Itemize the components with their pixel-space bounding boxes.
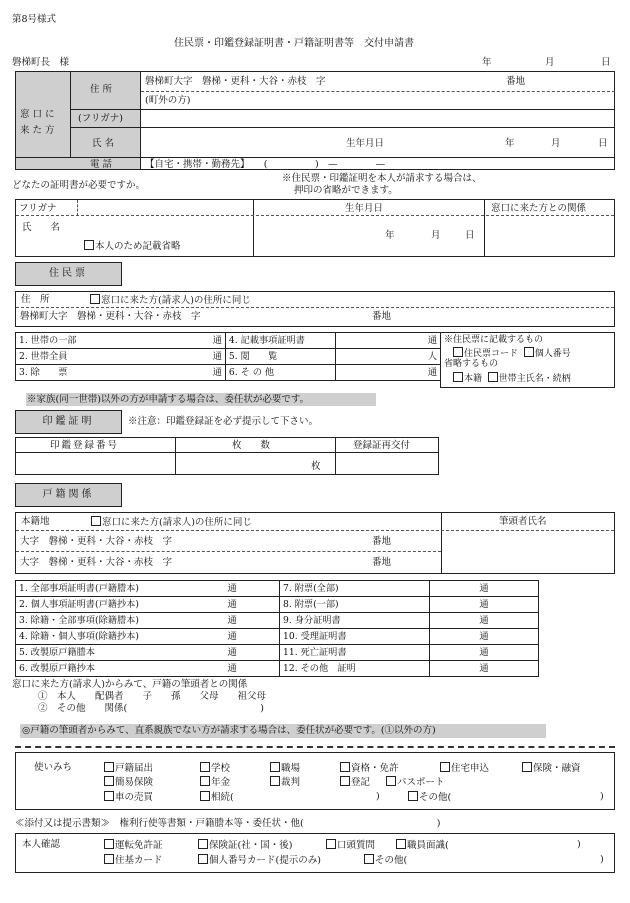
juminhyo-unit: 通 — [335, 365, 441, 381]
birth-day-label: 日 — [598, 138, 608, 149]
address-value[interactable]: 磐梯町大字 磐梯・更科・大谷・赤枝 字 — [145, 76, 326, 87]
koseki-row — [16, 661, 539, 677]
cut-line — [15, 746, 615, 748]
juminhyo-item[interactable]: 6. そ の 他 — [225, 365, 335, 381]
koseki-unit: 通 — [429, 645, 538, 661]
target-furigana-label: フリガナ — [19, 203, 57, 214]
checkbox-icon[interactable] — [386, 776, 396, 786]
koseki-unit: 通 — [429, 613, 538, 629]
identity-option[interactable] — [104, 854, 198, 866]
addressee: 磐梯町長 様 — [12, 57, 70, 68]
koseki-item[interactable]: 3. 除籍・全部事項(除籍謄本) — [16, 613, 186, 629]
koseki-row — [16, 597, 539, 613]
proxy-note: ◎戸籍の筆頭者からみて、直系親族でない方が請求する場合は、委任状が必要です。(①以外の方) — [22, 725, 436, 736]
koseki-item[interactable]: 9. 身分証明書 — [280, 613, 430, 629]
name-label: 氏名 — [92, 138, 118, 149]
checkbox-icon[interactable] — [522, 762, 532, 772]
juminhyo-note-title: ※住民票に記載するもの — [444, 335, 544, 345]
juminhyo-unit: 人 — [335, 349, 441, 365]
inkan-note: ※注意：印鑑登録証を必ず提示して下さい。 — [128, 416, 319, 427]
juminhyo-table — [15, 332, 441, 381]
target-name-label: 氏 名 — [22, 222, 61, 233]
usage-option[interactable] — [270, 776, 340, 788]
checkbox-icon[interactable] — [270, 762, 280, 772]
address-label: 住所 — [90, 84, 116, 95]
koseki-unit: 通 — [185, 645, 279, 661]
attach-note: ≪添付又は提示書類≫ 権利行使等書類・戸籍謄本等・委任状・他( ) — [15, 818, 441, 829]
furigana-label: (フリガナ) — [78, 113, 123, 124]
usage-other-end: ) — [600, 791, 604, 802]
usage-option[interactable] — [104, 762, 200, 774]
koseki-row — [16, 581, 539, 597]
identity-option-label: 職員面識( — [407, 840, 449, 851]
checkbox-icon[interactable] — [408, 791, 418, 801]
date-year-label: 年 — [482, 57, 492, 68]
omit-checkbox[interactable] — [84, 240, 181, 252]
usage-option-label: 資格・免許 — [351, 763, 399, 774]
koseki-item[interactable]: 8. 附票(一部) — [280, 597, 430, 613]
checkbox-icon[interactable] — [200, 791, 210, 801]
usage-option-label: 学校 — [211, 763, 231, 774]
birth-month-label: 月 — [551, 138, 561, 149]
koseki-address-1[interactable]: 大字 磐梯・更科・大谷・赤枝 字 — [20, 536, 173, 547]
identity-option-label: 運転免許証 — [115, 840, 163, 851]
identity-option[interactable] — [198, 839, 326, 851]
koseki-unit: 通 — [429, 581, 538, 597]
checkbox-icon[interactable] — [396, 839, 406, 849]
checkbox-icon[interactable] — [326, 839, 336, 849]
checkbox-icon[interactable] — [200, 762, 210, 772]
checkbox-icon[interactable] — [524, 347, 534, 357]
form-number: 第8号様式 — [12, 14, 57, 25]
koseki-unit: 通 — [429, 597, 538, 613]
juminhyo-unit: 通 — [116, 349, 225, 365]
usage-option-label: 簡易保険 — [115, 777, 154, 788]
juminhyo-unit: 通 — [116, 365, 225, 381]
usage-car-label: 車の売買 — [115, 792, 154, 803]
identity-option-label: 保険証(社・国・後) — [209, 840, 293, 851]
usage-option[interactable] — [340, 762, 440, 774]
identity-option[interactable] — [326, 839, 396, 851]
koseki-unit: 通 — [185, 597, 279, 613]
inkan-count-label: 枚 数 — [232, 440, 271, 451]
juminhyo-address-value[interactable]: 磐梯町大字 磐梯・更科・大谷・赤枝 字 — [20, 311, 201, 322]
usage-option[interactable] — [270, 762, 340, 774]
identity-option[interactable] — [396, 839, 449, 851]
note-code-label: 住民票コード — [464, 349, 519, 359]
honseki-label: 本籍地 — [21, 516, 50, 527]
koseki-banchi-2: 番地 — [372, 557, 392, 568]
koseki-address-2[interactable]: 大字 磐梯・更科・大谷・赤枝 字 — [20, 557, 173, 568]
juminhyo-item[interactable]: 4. 記載事項証明書 — [225, 333, 335, 349]
seal-note-2: 押印の省略ができます。 — [294, 185, 398, 196]
checkbox-icon[interactable] — [270, 776, 280, 786]
checkbox-icon[interactable] — [198, 839, 208, 849]
identity-row1-end: ) — [577, 839, 581, 850]
usage-option[interactable] — [104, 776, 200, 788]
koseki-header: 戸籍関係 — [15, 483, 122, 507]
checkbox-icon[interactable] — [198, 854, 208, 864]
koseki-item[interactable]: 1. 全部事項証明書(戸籍謄本) — [16, 581, 186, 597]
usage-option[interactable] — [200, 776, 270, 788]
usage-option-label: 登記 — [351, 777, 371, 788]
juminhyo-same-checkbox[interactable] — [90, 294, 251, 306]
koseki-same-label: 窓口に来た方(請求人)の住所に同じ — [102, 517, 252, 528]
juminhyo-unit: 通 — [116, 333, 225, 349]
juminhyo-item[interactable]: 3. 除 票 — [16, 365, 117, 381]
juminhyo-unit: 通 — [335, 333, 441, 349]
checkbox-icon[interactable] — [340, 762, 350, 772]
checkbox-icon[interactable] — [440, 762, 450, 772]
usage-option-label: 年金 — [211, 777, 231, 788]
usage-option-label: 裁判 — [281, 777, 301, 788]
identity-row2-end: ) — [600, 854, 604, 865]
usage-option[interactable] — [440, 762, 522, 774]
juminhyo-banchi: 番地 — [372, 311, 392, 322]
identity-option[interactable] — [104, 839, 198, 851]
koseki-item[interactable]: 4. 除籍・個人事項(除籍抄本) — [16, 629, 186, 645]
checkbox-icon[interactable] — [91, 516, 101, 526]
koseki-unit: 通 — [185, 581, 279, 597]
koseki-item[interactable]: 11. 死亡証明書 — [280, 645, 430, 661]
usage-inherit-label: 相続( — [211, 792, 234, 803]
juminhyo-header: 住民票 — [15, 262, 122, 286]
target-month-label: 月 — [431, 230, 441, 241]
usage-car-option[interactable] — [104, 791, 153, 803]
birth-year-label: 年 — [505, 138, 515, 149]
checkbox-icon[interactable] — [104, 791, 114, 801]
usage-option-label: 住宅申込 — [451, 763, 490, 774]
usage-option-label: パスポート — [397, 777, 445, 788]
usage-option[interactable] — [200, 762, 270, 774]
applicant-label: 窓口に来た方 — [20, 109, 58, 136]
usage-other-label: その他( — [419, 792, 452, 803]
date-month-label: 月 — [545, 57, 555, 68]
address-banchi: 番地 — [506, 76, 526, 87]
checkbox-icon[interactable] — [340, 776, 350, 786]
identity-option-label: 口頭質問 — [337, 840, 376, 851]
family-note: ※家族(同一世帯)以外の方が申請する場合は、委任状が必要です。 — [27, 394, 310, 405]
koseki-banchi-1: 番地 — [372, 536, 392, 547]
identity-option-label: 個人番号カード(提示のみ) — [209, 855, 321, 866]
usage-row-1 — [104, 762, 581, 774]
checkbox-icon[interactable] — [364, 854, 374, 864]
birth-label: 生年月日 — [346, 138, 385, 149]
koseki-row — [16, 613, 539, 629]
usage-option[interactable] — [522, 762, 581, 774]
identity-row-2 — [104, 854, 407, 866]
checkbox-icon[interactable] — [84, 240, 94, 250]
inkan-number-label: 印鑑登録番号 — [50, 440, 120, 451]
juminhyo-row — [16, 333, 441, 349]
koseki-item[interactable]: 6. 改製原戸籍抄本 — [16, 661, 186, 677]
koseki-unit: 通 — [429, 661, 538, 677]
checkbox-icon[interactable] — [200, 776, 210, 786]
target-relation-label: 窓口に来た方との関係 — [491, 203, 587, 214]
omit-label: 本人のため記載省略 — [95, 241, 181, 252]
koseki-table — [15, 580, 539, 677]
checkbox-icon[interactable] — [453, 372, 463, 382]
checkbox-icon[interactable] — [104, 839, 114, 849]
juminhyo-row — [16, 365, 441, 381]
usage-other-option[interactable] — [408, 791, 451, 803]
koseki-item[interactable]: 12. その他 証明 — [280, 661, 430, 677]
relation-option-1[interactable]: ① 本人 配偶者 子 孫 父母 祖父母 — [38, 691, 267, 702]
usage-row-2 — [104, 776, 445, 788]
date-day-label: 日 — [601, 57, 611, 68]
juminhyo-same-label: 窓口に来た方(請求人)の住所に同じ — [101, 295, 251, 306]
checkbox-icon[interactable] — [104, 762, 114, 772]
juminhyo-item[interactable]: 2. 世帯全員 — [16, 349, 117, 365]
phone-label: 電話 — [90, 159, 116, 170]
usage-option[interactable] — [340, 776, 386, 788]
koseki-unit: 通 — [185, 629, 279, 645]
identity-option-label: その他( — [375, 855, 408, 866]
koseki-unit: 通 — [429, 629, 538, 645]
koseki-row — [16, 645, 539, 661]
phone-value[interactable]: 【自宅・携帯・勤務先】 ( ) — — — [145, 159, 386, 170]
target-birth-label: 生年月日 — [345, 203, 384, 214]
checkbox-icon[interactable] — [453, 347, 463, 357]
usage-inherit-end: ) — [376, 791, 380, 802]
note-mynumber-label: 個人番号 — [534, 349, 571, 359]
usage-option-label: 職場 — [281, 763, 301, 774]
juminhyo-item[interactable]: 5. 閲 覧 — [225, 349, 335, 365]
inkan-header: 印鑑証明 — [15, 410, 122, 434]
head-name-label: 筆頭者氏名 — [499, 516, 547, 527]
inkan-reissue-label: 登録証再交付 — [353, 440, 411, 451]
seal-note-1: ※住民票・印鑑証明を本人が請求する場合は、 — [282, 173, 482, 184]
koseki-item[interactable]: 2. 個人事項証明書(戸籍抄本) — [16, 597, 186, 613]
inkan-unit: 枚 — [311, 461, 321, 472]
form-title: 住民票・印鑑登録証明書・戸籍証明書等 交付申請書 — [174, 38, 414, 49]
koseki-same-checkbox[interactable] — [91, 516, 252, 528]
usage-option-label: 戸籍届出 — [115, 763, 154, 774]
identity-label: 本人確認 — [22, 839, 61, 850]
juminhyo-address-label: 住 所 — [21, 294, 50, 305]
juminhyo-item[interactable]: 1. 世帯の一部 — [16, 333, 117, 349]
koseki-row — [16, 629, 539, 645]
koseki-unit: 通 — [185, 661, 279, 677]
note-setai-label: 世帯主氏名・続柄 — [498, 374, 571, 384]
koseki-item[interactable]: 5. 改製原戸籍謄本 — [16, 645, 186, 661]
juminhyo-row — [16, 349, 441, 365]
usage-option-label: 保険・融資 — [533, 763, 581, 774]
usage-option[interactable] — [386, 776, 445, 788]
note-omit-label: 省略するもの — [444, 359, 499, 369]
identity-option-label: 住基カード — [115, 855, 163, 866]
outside-town-label: (町外の方) — [145, 95, 191, 106]
usage-inherit-option[interactable] — [200, 791, 234, 803]
checkbox-icon[interactable] — [90, 294, 100, 304]
relation-option-2[interactable]: ② その他 関係( ) — [38, 703, 264, 714]
identity-option[interactable] — [364, 854, 407, 866]
koseki-item[interactable]: 7. 附票(全部) — [280, 581, 430, 597]
koseki-item[interactable]: 10. 受理証明書 — [280, 629, 430, 645]
checkbox-icon[interactable] — [104, 854, 114, 864]
checkbox-icon[interactable] — [104, 776, 114, 786]
identity-option[interactable] — [198, 854, 364, 866]
relation-question: 窓口に来た方(請求人)からみて、戸籍の筆頭者との関係 — [12, 679, 248, 690]
koseki-unit: 通 — [185, 613, 279, 629]
note-checkboxes-2 — [453, 372, 571, 385]
whose-question: どなたの証明書が必要ですか。 — [12, 180, 146, 191]
checkbox-icon[interactable] — [488, 372, 498, 382]
target-day-label: 日 — [465, 230, 475, 241]
note-honseki-label: 本籍 — [464, 374, 483, 384]
identity-row-1 — [104, 839, 449, 851]
target-year-label: 年 — [385, 230, 395, 241]
usage-label: 使いみち — [34, 762, 73, 773]
